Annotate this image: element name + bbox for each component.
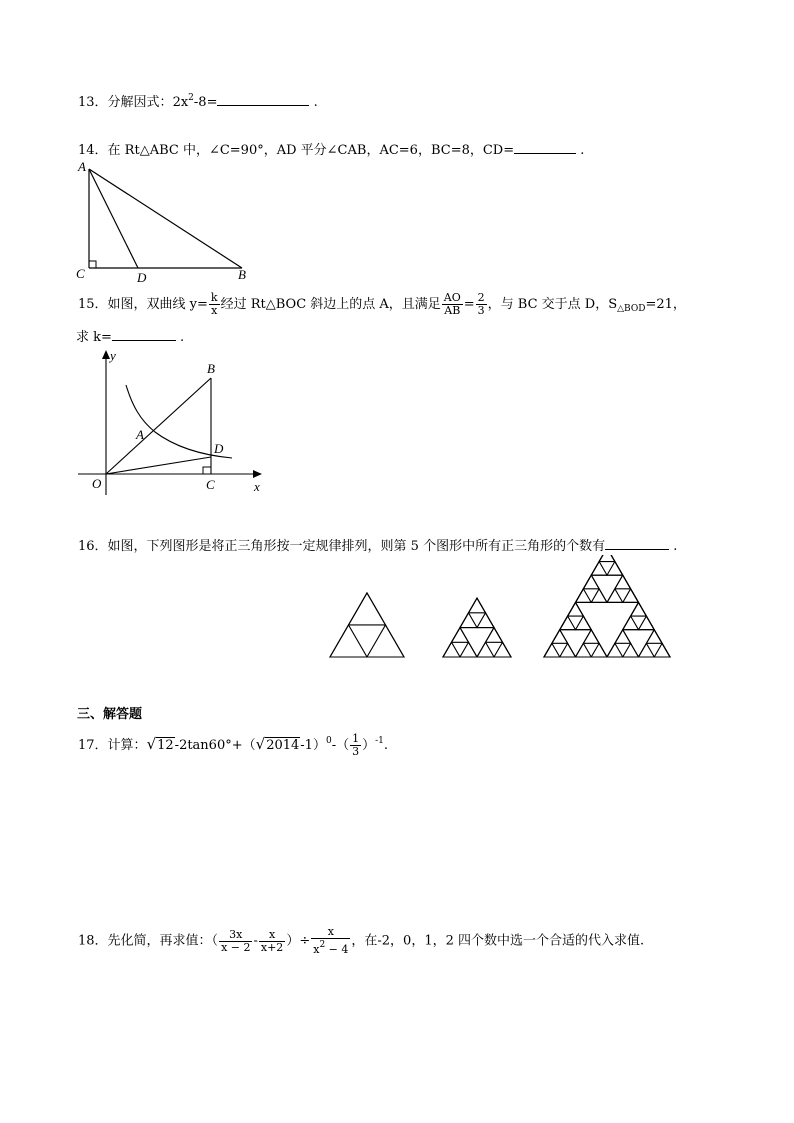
triangle: [583, 575, 599, 589]
side-ab: [89, 169, 242, 268]
triangle: [576, 616, 592, 630]
triangle: [568, 602, 584, 616]
right-angle-mark: [203, 467, 211, 474]
section-heading: 三、解答题: [77, 707, 143, 722]
label-c: C: [206, 477, 215, 492]
triangle: [654, 643, 670, 657]
pattern-figure-3: [544, 555, 670, 657]
pattern-figure-1: [330, 593, 404, 657]
triangle: [544, 555, 670, 657]
q15-hyperbola-figure: [70, 345, 270, 505]
triangle: [591, 643, 607, 657]
triangle: [639, 616, 655, 630]
answer-blank: [217, 93, 309, 106]
label-a: A: [78, 160, 86, 174]
triangle: [646, 630, 662, 644]
fraction-x-x2minus4: $\frac{x}{x^2 - 4}$: [313, 925, 349, 956]
triangle: [469, 598, 486, 613]
question-16: 16．如图，下列图形是将正三角形按一定规律排列，则第 5 个图形中所有正三角形的个数有 .: [78, 539, 678, 554]
fraction-k-over-x: $\frac{k}{x}$: [210, 291, 218, 317]
triangle: [631, 602, 647, 616]
answer-blank: [605, 537, 669, 550]
triangle: [443, 642, 460, 657]
label-c: C: [76, 266, 85, 281]
triangle: [576, 643, 592, 657]
triangle: [460, 613, 477, 628]
triangle: [607, 589, 623, 603]
answer-blank: [112, 328, 176, 341]
question-18: 18．先化简，再求值：（ $\frac{3x}{x - 2}$ - $\frac{x}{x+2}$ ）÷ $\frac{x}{x^2 - 4}$ ，在-2，0，1，2 四个数中选一个合适的代入求值.: [78, 925, 645, 956]
triangle: [615, 575, 631, 589]
q14-triangle-figure: [70, 160, 270, 285]
label-b: B: [238, 267, 246, 282]
triangle: [560, 643, 576, 657]
triangle: [607, 643, 623, 657]
label-b: B: [207, 361, 215, 376]
triangle: [349, 593, 386, 625]
label-x: x: [254, 479, 260, 494]
x-axis-arrow: [253, 470, 262, 478]
question-15: 15．如图，双曲线 y= $\frac{k}{x}$ 经过 Rt△BOC 斜边上的点 A，且满足 $\frac{AO}{AB}$ = $\frac{2}{3}$ ，与 BC 交于点 D，$S_{\triangle BOD}=21$，: [78, 291, 686, 317]
question-13: 13．分解因式：$2x^2-8=$ .: [78, 93, 318, 110]
triangle: [576, 589, 592, 603]
triangle: [460, 642, 477, 657]
answer-blank: [514, 141, 576, 154]
q16-triangle-patterns: [320, 555, 680, 665]
label-y: y: [110, 348, 116, 363]
triangle: [560, 616, 576, 630]
triangle: [477, 613, 494, 628]
triangle: [486, 628, 503, 643]
label-o: O: [92, 476, 102, 491]
label-d: D: [137, 270, 147, 285]
triangle: [599, 555, 615, 562]
sqrt-2014: √2014: [255, 735, 300, 753]
y-axis-arrow: [102, 350, 110, 359]
triangle: [544, 643, 560, 657]
fraction-3x: $\frac{3x}{x - 2}$: [221, 927, 251, 954]
question-17: 17．计算：$√12-2\tan 60^\circ+(√2014-1)^0-$（ $\frac{1}{3}$ ）$^{-1}$.: [78, 732, 389, 758]
triangle: [623, 589, 639, 603]
triangle: [583, 630, 599, 644]
sqrt-12: √12: [146, 735, 174, 753]
q13-expression: $2x^2-8=$: [172, 93, 218, 110]
triangle: [591, 555, 623, 575]
fraction-2-3: $\frac{2}{3}$: [477, 291, 485, 317]
triangle: [623, 643, 639, 657]
triangle: [552, 630, 568, 644]
fraction-1-3: $\frac{1}{3}$: [352, 732, 360, 758]
triangle: [591, 589, 607, 603]
triangle: [477, 642, 494, 657]
triangle: [330, 625, 367, 657]
question-14: 14．在 Rt△ABC 中，∠C=90°，AD 平分∠CAB，AC=6，BC=8，CD= .: [78, 143, 585, 158]
triangle: [607, 562, 623, 576]
pattern-figure-2: [443, 598, 511, 657]
right-angle-mark: [89, 261, 96, 268]
triangle: [367, 625, 404, 657]
triangle: [639, 643, 655, 657]
triangle: [494, 642, 511, 657]
bisector-ad: [89, 169, 138, 268]
triangle: [576, 555, 639, 602]
triangle: [591, 562, 607, 576]
triangle: [623, 616, 639, 630]
triangle: [615, 630, 631, 644]
question-15-line2: 求 k= .: [76, 330, 185, 345]
label-d: D: [214, 441, 224, 456]
fraction-ao-ab: $\frac{AO}{AB}$: [443, 291, 461, 317]
triangle: [452, 628, 469, 643]
fraction-x-xplus2: $\frac{x}{x+2}$: [260, 927, 284, 954]
label-a: A: [136, 427, 144, 442]
